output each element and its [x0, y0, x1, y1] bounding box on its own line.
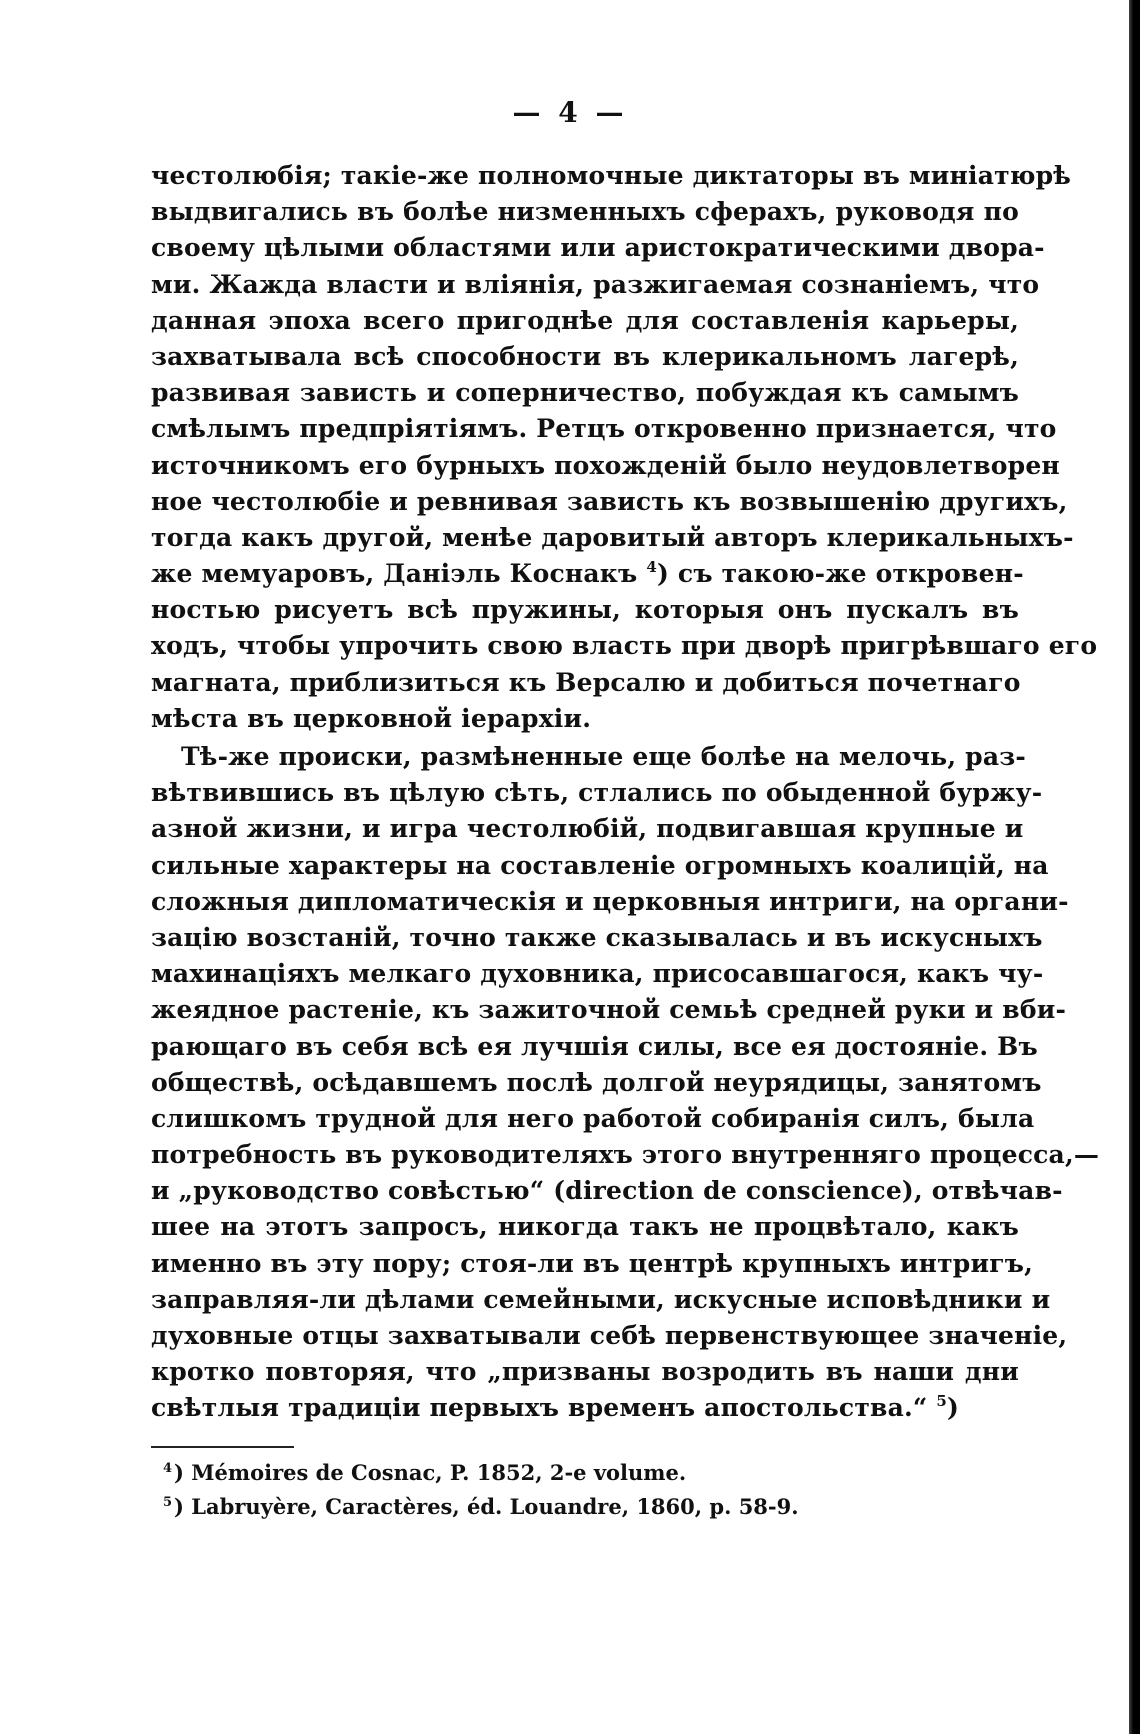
text-line: именно въ эту пору; стоя-ли въ центрѣ крупныхъ интригъ,: [151, 1248, 1034, 1278]
text-line: махинаціяхъ мелкаго духовника, присосавшагося, какъ чу-: [151, 959, 1044, 989]
text-segment: же мемуаровъ, Даніэль Коснакъ: [151, 559, 638, 589]
text-line: сильные характеры на составленіе огромныхъ коалицій, на: [151, 850, 1049, 880]
text-line: смѣлымъ предпріятіямъ. Ретцъ откровенно признается, что: [151, 414, 1057, 444]
footnote-text: ) Labruyère, Caractères, éd. Louandre, 1860, p. 58-9.: [174, 1494, 799, 1519]
text-line: шее на этотъ запросъ, никогда такъ не процвѣтало, какъ: [151, 1212, 1019, 1242]
text-line: Тѣ-же происки, размѣненные еще болѣе на мелочь, раз-: [181, 742, 1026, 771]
text-line: сложныя дипломатическія и церковныя интриги, на органи-: [151, 886, 1069, 916]
footnote-mark-5[interactable]: 5: [936, 1392, 948, 1411]
text-segment: ): [947, 1393, 960, 1423]
footnote-divider: [151, 1446, 294, 1448]
text-line: магната, приблизиться къ Версалю и добиться почетнаго: [151, 667, 1021, 697]
text-line: жеядное растеніе, къ зажиточной семьѣ средней руки и вби-: [151, 995, 1067, 1025]
text-line: рающаго въ себя всѣ ея лучшія силы, все ея достояніе. Въ: [151, 1031, 1038, 1061]
text-line: слишкомъ трудной для него работой собиранія силъ, была: [151, 1103, 1035, 1133]
text-line: заправляя-ли дѣлами семейными, искусные исповѣдники и: [151, 1284, 1051, 1314]
text-line: зацію возстаній, точно также сказывалась и въ искусныхъ: [151, 922, 1043, 952]
text-line: вѣтвившись въ цѣлую сѣть, стлались по обыденной буржу-: [151, 778, 1043, 808]
text-line: ми. Жажда власти и вліянія, разжигаемая сознаніемъ, что: [151, 269, 1040, 299]
footnotes: [163, 1456, 1003, 1524]
text-line: развивая зависть и соперничество, побуждая къ самымъ: [151, 378, 1019, 408]
text-line: мѣста въ церковной іерархіи.: [151, 703, 592, 733]
text-line-with-footnote: [151, 556, 1024, 592]
footnote-4: [163, 1456, 1003, 1490]
footnote-text: ) Mémoires de Cosnac, P. 1852, 2-e volume.: [174, 1460, 687, 1485]
footnote-number: 4: [163, 1461, 173, 1476]
text-line: ходъ, чтобы упрочить свою власть при дворѣ пригрѣвшаго его: [151, 631, 1098, 661]
paragraph-1: [151, 158, 1098, 737]
footnote-5: [163, 1490, 1003, 1524]
text-line: и „руководство совѣстью“ (direction de conscience), отвѣчав-: [151, 1176, 1063, 1206]
footnote-mark-4[interactable]: 4: [646, 558, 657, 577]
text-segment: ) съ такою-же откровен-: [656, 559, 1024, 589]
page-binding-edge: [1129, 0, 1140, 1734]
page-number: — 4 —: [512, 96, 628, 129]
text-line: данная эпоха всего пригоднѣе для составленія карьеры,: [151, 305, 1019, 335]
text-line: выдвигались въ болѣе низменныхъ сферахъ, руководя по: [151, 197, 1019, 227]
text-line: честолюбія; такіе-же полномочные диктаторы въ миніатюрѣ: [151, 161, 1072, 190]
text-line: ностью рисуетъ всѣ пружины, которыя онъ пускалъ въ: [151, 595, 1019, 625]
text-line: обществѣ, осѣдавшемъ послѣ долгой неурядицы, занятомъ: [151, 1067, 1042, 1097]
paragraph-2: [151, 739, 1100, 1427]
text-line: источникомъ его бурныхъ похожденій было неудовлетворен: [151, 450, 1060, 480]
text-line-with-footnote: [151, 1390, 1019, 1426]
text-line: своему цѣлыми областями или аристократическими двора-: [151, 233, 1045, 263]
text-segment: свѣтлыя традиціи первыхъ временъ апостольства.“: [151, 1393, 928, 1423]
footnote-number: 5: [163, 1495, 173, 1510]
text-line: кротко повторяя, что „призваны возродить въ наши дни: [151, 1357, 1019, 1387]
text-line: ное честолюбіе и ревнивая зависть къ возвышенію другихъ,: [151, 486, 1068, 516]
text-line: тогда какъ другой, менѣе даровитый авторъ клерикальныхъ-: [151, 522, 1074, 552]
text-line: духовные отцы захватывали себѣ первенствующее значеніе,: [151, 1321, 1068, 1350]
text-line: захватывала всѣ способности въ клерикальномъ лагерѣ,: [151, 341, 1019, 371]
body-text: [151, 158, 1100, 1427]
text-line: азной жизни, и игра честолюбій, подвигавшая крупные и: [151, 814, 1024, 844]
text-line: потребность въ руководителяхъ этого внутренняго процесса,—: [151, 1140, 1100, 1170]
